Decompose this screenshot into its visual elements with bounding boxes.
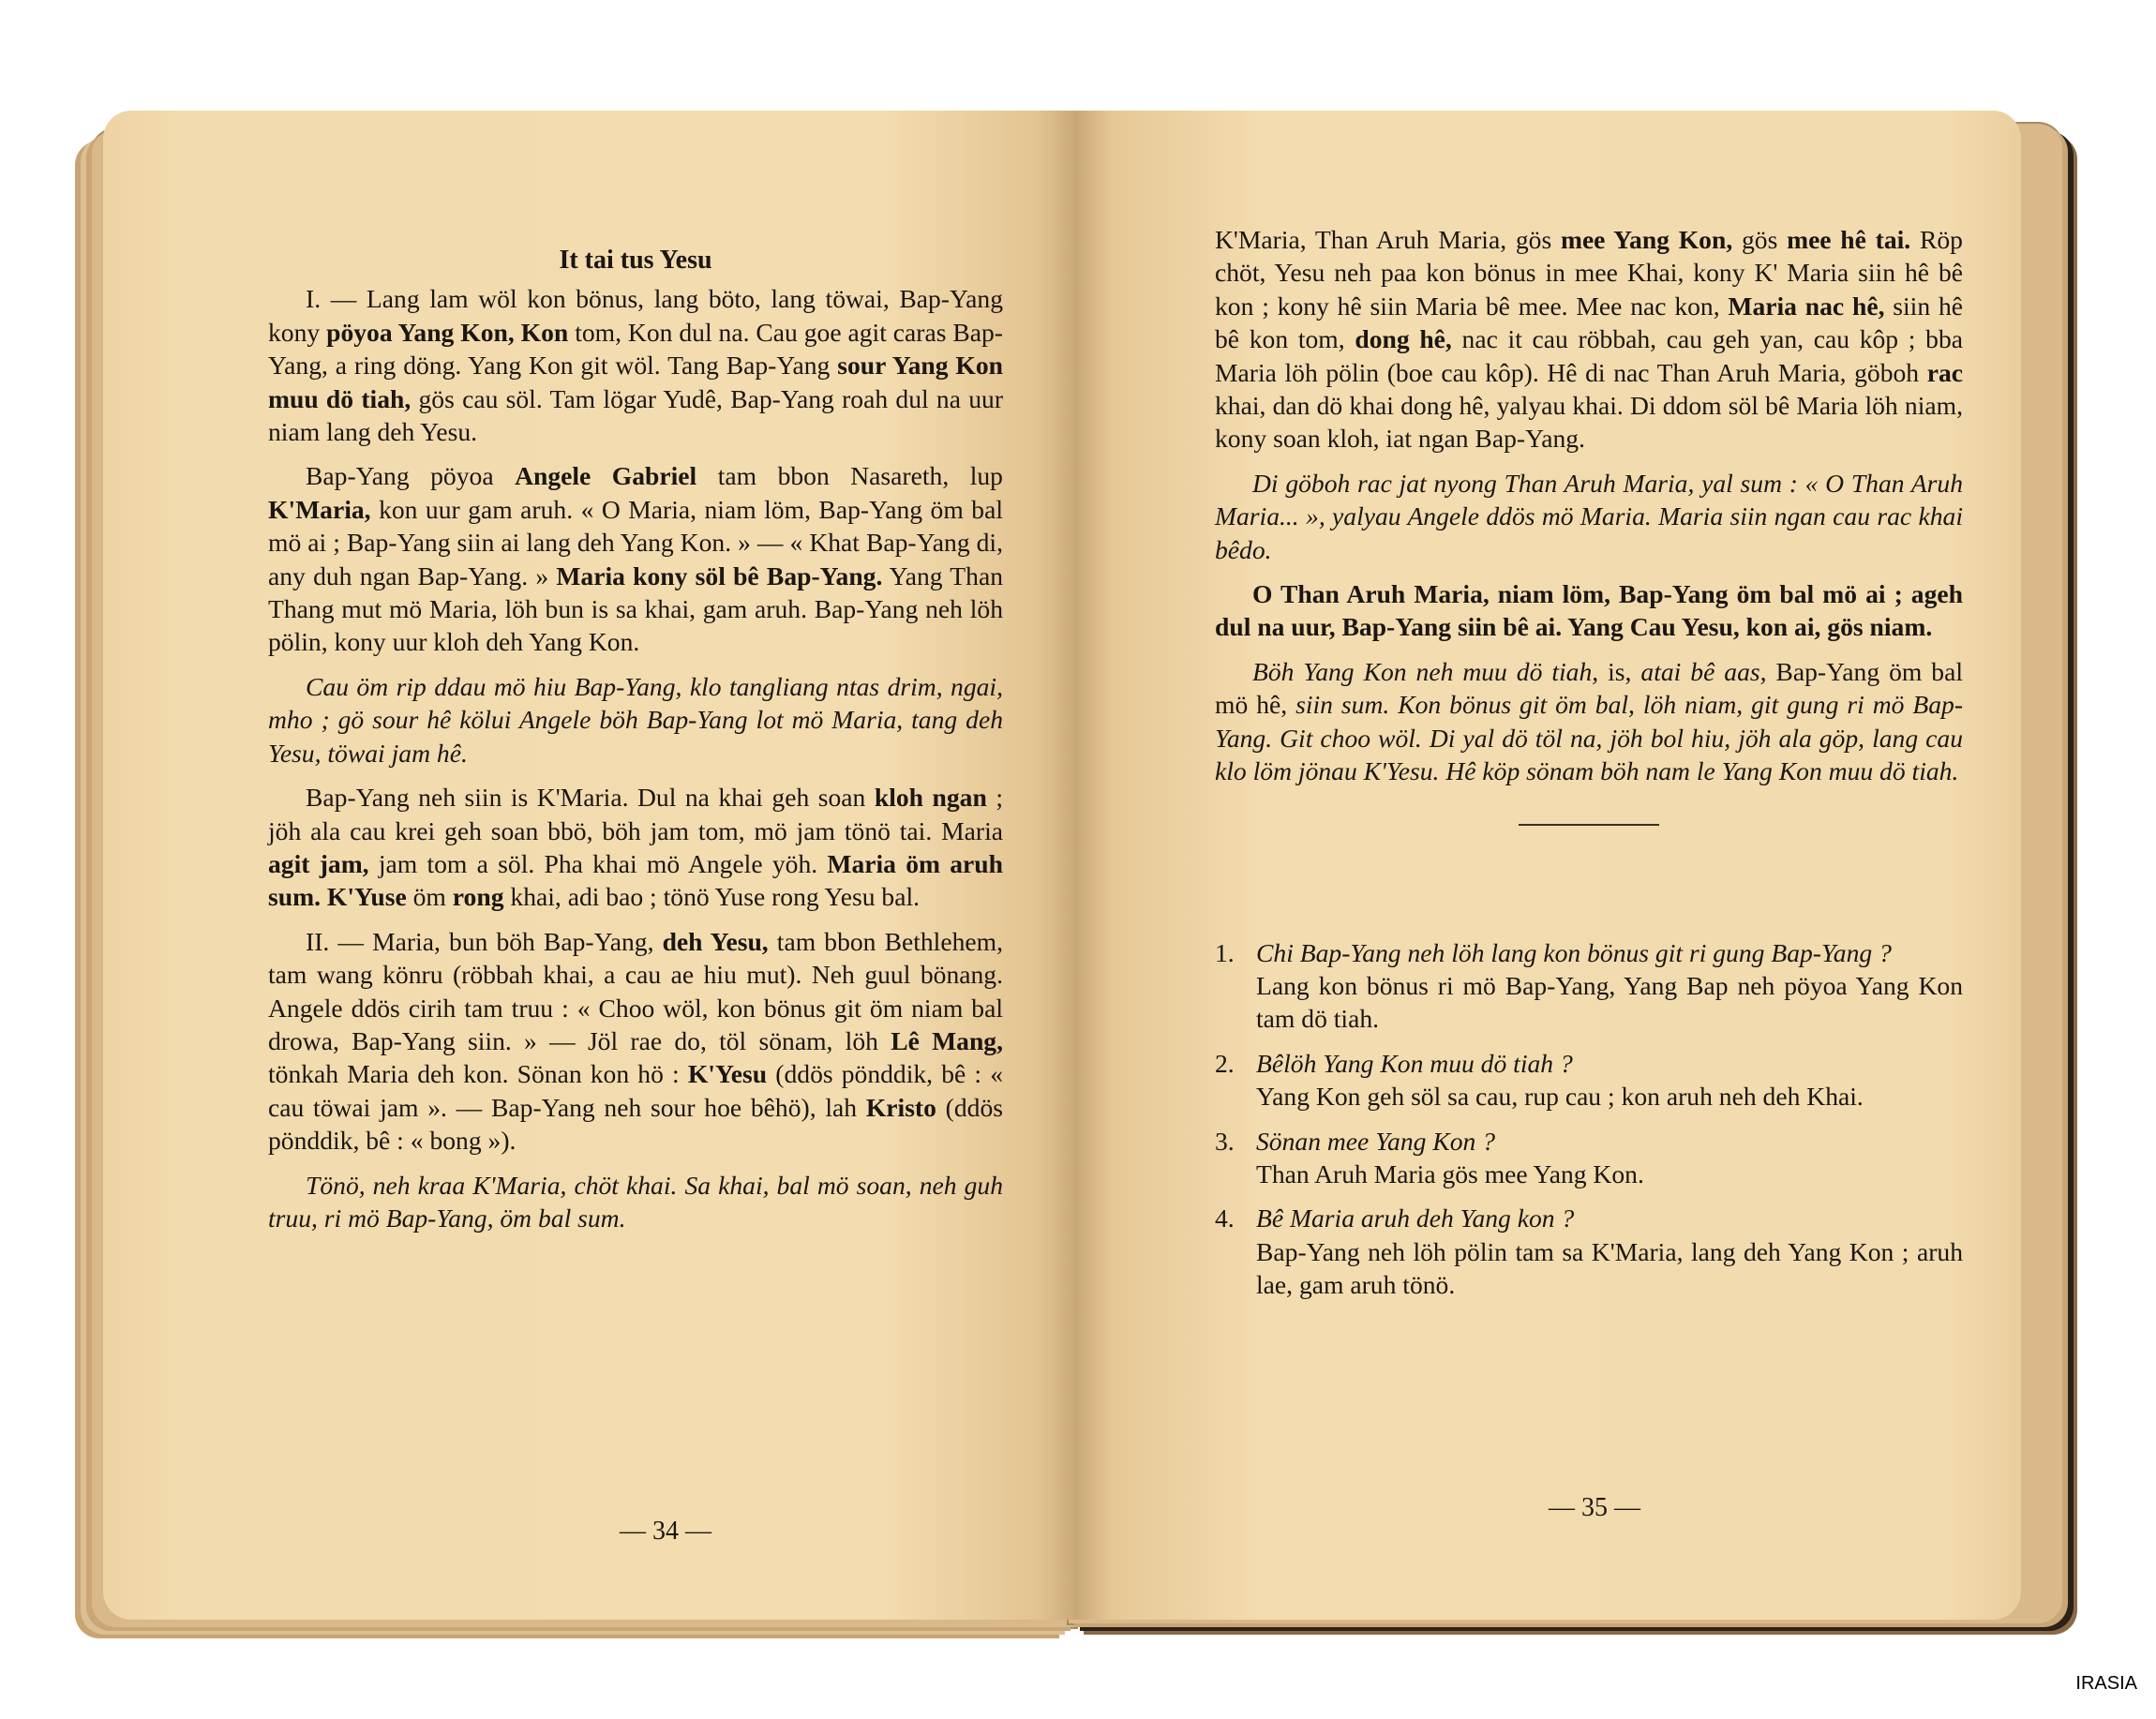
text-run: gös: [1732, 225, 1788, 254]
italic-paragraph: Cau öm rip ddau mö hiu Bap-Yang, klo tangliang ntas drim, ngai, mho ; gö sour hê kölui Angele böh Bap-Yang lot mö Maria, tang deh Yesu, töwai jam hê.: [268, 671, 1003, 768]
text-run: Maria kony söl bê Bap-Yang.: [556, 561, 883, 590]
paragraph: [268, 781, 1003, 914]
text-run: Kristo: [865, 1092, 936, 1122]
text-run: tam bbon Nasareth, lup: [696, 461, 1003, 491]
text-run: kloh ngan: [874, 783, 987, 813]
text-run: ; jöh ala cau krei geh soan bbö, böh jam tom, mö jam tönö tai. Maria: [268, 783, 1003, 845]
question-text: Sönan mee Yang Kon ?: [1256, 1126, 1495, 1156]
question-number: 2.: [1215, 1048, 1235, 1078]
text-run: kon uur gam aruh. « O Maria, niam löm, Bap-Yang öm bal mö ai ; Bap-Yang siin ai lang deh Yang Kon. » — « Khat Bap-Yang di, any duh ngan Bap-Yang. »: [268, 494, 1003, 590]
text-run: mee Yang Kon,: [1560, 225, 1733, 254]
question-text: Bêlöh Yang Kon muu dö tiah ?: [1256, 1048, 1573, 1078]
question-list: [1215, 936, 1963, 1302]
text-run: tam bbon Bethlehem, tam wang könru (röbbah khai, a cau ae hiu mut). Neh guul bönang. Angele ddös cirih tam truu : « Choo wöl, kon bönus git öm niam bal drowa, Bap-Yang siin. » — Jöl rae do, töl sönam, löh: [268, 926, 1003, 1055]
open-book: [75, 103, 2062, 1650]
question-number: 3.: [1215, 1126, 1235, 1156]
text-run: gös cau söl. Tam lögar Yudê, Bap-Yang roah dul na uur niam lang deh Yesu.: [268, 383, 1004, 447]
question-text: Bê Maria aruh deh Yang kon ?: [1256, 1203, 1575, 1233]
text-run: Bap-Yang neh siin is K'Maria. Dul na khai geh soan: [306, 783, 875, 813]
paragraph: [268, 459, 1003, 658]
prayer-paragraph: O Than Aruh Maria, niam löm, Bap-Yang öm bal mö ai ; ageh dul na uur, Bap-Yang siin bê ai. Yang Cau Yesu, kon ai, gös niam.: [1215, 579, 1963, 642]
text-run: dong hê,: [1355, 324, 1452, 354]
page-number-right: — 35 —: [1549, 1493, 1640, 1522]
section-divider: [1519, 824, 1659, 826]
text-run: Bap-Yang pöyoa: [306, 461, 516, 491]
watermark: IRASIA: [2075, 1673, 2137, 1694]
text-run: Yang Than Thang mut mö Maria, löh bun is sa khai, gam aruh. Bap-Yang neh löh pölin, kony uur kloh deh Yang Kon.: [268, 561, 1003, 657]
text-run: pöyoa Yang Kon, Kon: [326, 317, 569, 347]
text-run: Böh Yang Kon neh muu dö tiah,: [1252, 656, 1599, 686]
text-run: agit jam,: [268, 848, 369, 878]
text-run: Bap-Yang öm bal mö hê,: [1215, 656, 1963, 720]
text-run: atai bê aas,: [1640, 656, 1767, 686]
text-run: tom, Kon dul na. Cau goe agit caras Bap-Yang, a ring döng. Yang Kon git wöl. Tang Bap-Yang: [268, 317, 1003, 381]
text-run: siin hê bê kon tom,: [1215, 291, 1963, 354]
paragraph: [268, 282, 1003, 448]
italic-paragraph: Di göboh rac jat nyong Than Aruh Maria, yal sum : « O Than Aruh Maria... », yalyau Angele ddös mö Maria. Maria siin ngan cau rac khai bêdo.: [1215, 468, 1963, 564]
text-run: nac it cau röbbah, cau geh yan, cau kôp ; bba Maria löh pölin (boe cau kôp). Hê di nac Than Aruh Maria, göboh: [1215, 324, 1963, 387]
text-run: K'Maria, Than Aruh Maria, gös: [1215, 225, 1561, 254]
text-run: jam tom a söl. Pha khai mö Angele yöh.: [368, 848, 828, 878]
question-number: 1.: [1215, 937, 1235, 967]
left-page: [103, 111, 1076, 1620]
text-run: II. — Maria, bun böh Bap-Yang,: [306, 926, 663, 956]
answer-text: Than Aruh Maria gös mee Yang Kon.: [1256, 1158, 1644, 1188]
text-run: K'Yesu: [687, 1059, 768, 1089]
text-run: Angele Gabriel: [515, 461, 697, 491]
paragraph: [268, 925, 1003, 1158]
text-run: Röp chöt, Yesu neh paa kon bönus in mee Khai, kony K' Maria siin hê bê kon ; kony hê siin Maria bê mee. Mee nac kon,: [1215, 225, 1963, 321]
question-item: [1215, 1125, 1963, 1191]
question-item: [1215, 1047, 1963, 1114]
right-page: [1074, 111, 2021, 1620]
text-run: (ddös pönddik, bê : « bong »).: [268, 1092, 1003, 1156]
page-number-left: — 34 —: [620, 1517, 711, 1546]
answer-text: Yang Kon geh söl sa cau, rup cau ; kon aruh neh deh Khai.: [1256, 1082, 1864, 1112]
text-run: is,: [1598, 656, 1641, 686]
right-page-text: [1215, 223, 1963, 1313]
text-run: I. — Lang lam wöl kon bönus, lang böto, lang töwai, Bap-Yang kony: [268, 284, 1003, 347]
text-run: khai, dan dö khai dong hê, yalyau khai. Di ddom söl bê Maria löh niam, kony soan kloh, iat ngan Bap-Yang.: [1215, 391, 1963, 454]
answer-text: Lang kon bönus ri mö Bap-Yang, Yang Bap neh pöyoa Yang Kon tam dö tiah.: [1256, 970, 1963, 1034]
text-run: sour Yang Kon muu dö tiah,: [268, 351, 1003, 413]
text-run: öm: [406, 882, 453, 912]
text-run: siin sum. Kon bönus git öm bal, löh niam, git gung ri mö Bap-Yang. Git choo wöl. Di yal dö töl na, jöh bol hiu, jöh ala göp, lang cau klo löm jönau K'Yesu. Hê köp sönam böh nam le Yang Kon muu dö tiah.: [1215, 690, 1964, 786]
text-run: (ddös pönddik, bê : « cau töwai jam ». — Bap-Yang neh sour hoe bêhö), lah: [268, 1059, 1003, 1122]
italic-paragraph: Tönö, neh kraa K'Maria, chöt khai. Sa khai, bal mö soan, neh guh truu, ri mö Bap-Yang, öm bal sum.: [268, 1170, 1003, 1233]
text-run: Maria öm aruh sum. K'Yuse: [268, 848, 1003, 912]
text-run: rac: [1926, 357, 1963, 387]
text-run: mee hê tai.: [1787, 225, 1911, 254]
paragraph: [1215, 223, 1963, 456]
text-run: Maria nac hê,: [1728, 291, 1885, 321]
question-text: Chi Bap-Yang neh löh lang kon bönus git ri gung Bap-Yang ?: [1256, 937, 1892, 967]
paragraph: [1215, 655, 1963, 788]
question-number: 4.: [1215, 1203, 1235, 1233]
left-page-text: [268, 244, 1003, 1246]
text-run: tönkah Maria deh kon. Sönan kon hö :: [268, 1059, 688, 1089]
text-run: deh Yesu,: [662, 926, 769, 956]
chapter-title: It tai tus Yesu: [559, 246, 712, 275]
text-run: rong: [452, 882, 504, 912]
text-run: Lê Mang,: [891, 1025, 1003, 1055]
answer-text: Bap-Yang neh löh pölin tam sa K'Maria, lang deh Yang Kon ; aruh lae, gam aruh tönö.: [1256, 1236, 1963, 1300]
text-run: khai, adi bao ; tönö Yuse rong Yesu bal.: [503, 882, 921, 912]
text-run: K'Maria,: [268, 494, 371, 524]
question-item: [1215, 1202, 1963, 1301]
question-item: [1215, 936, 1963, 1036]
